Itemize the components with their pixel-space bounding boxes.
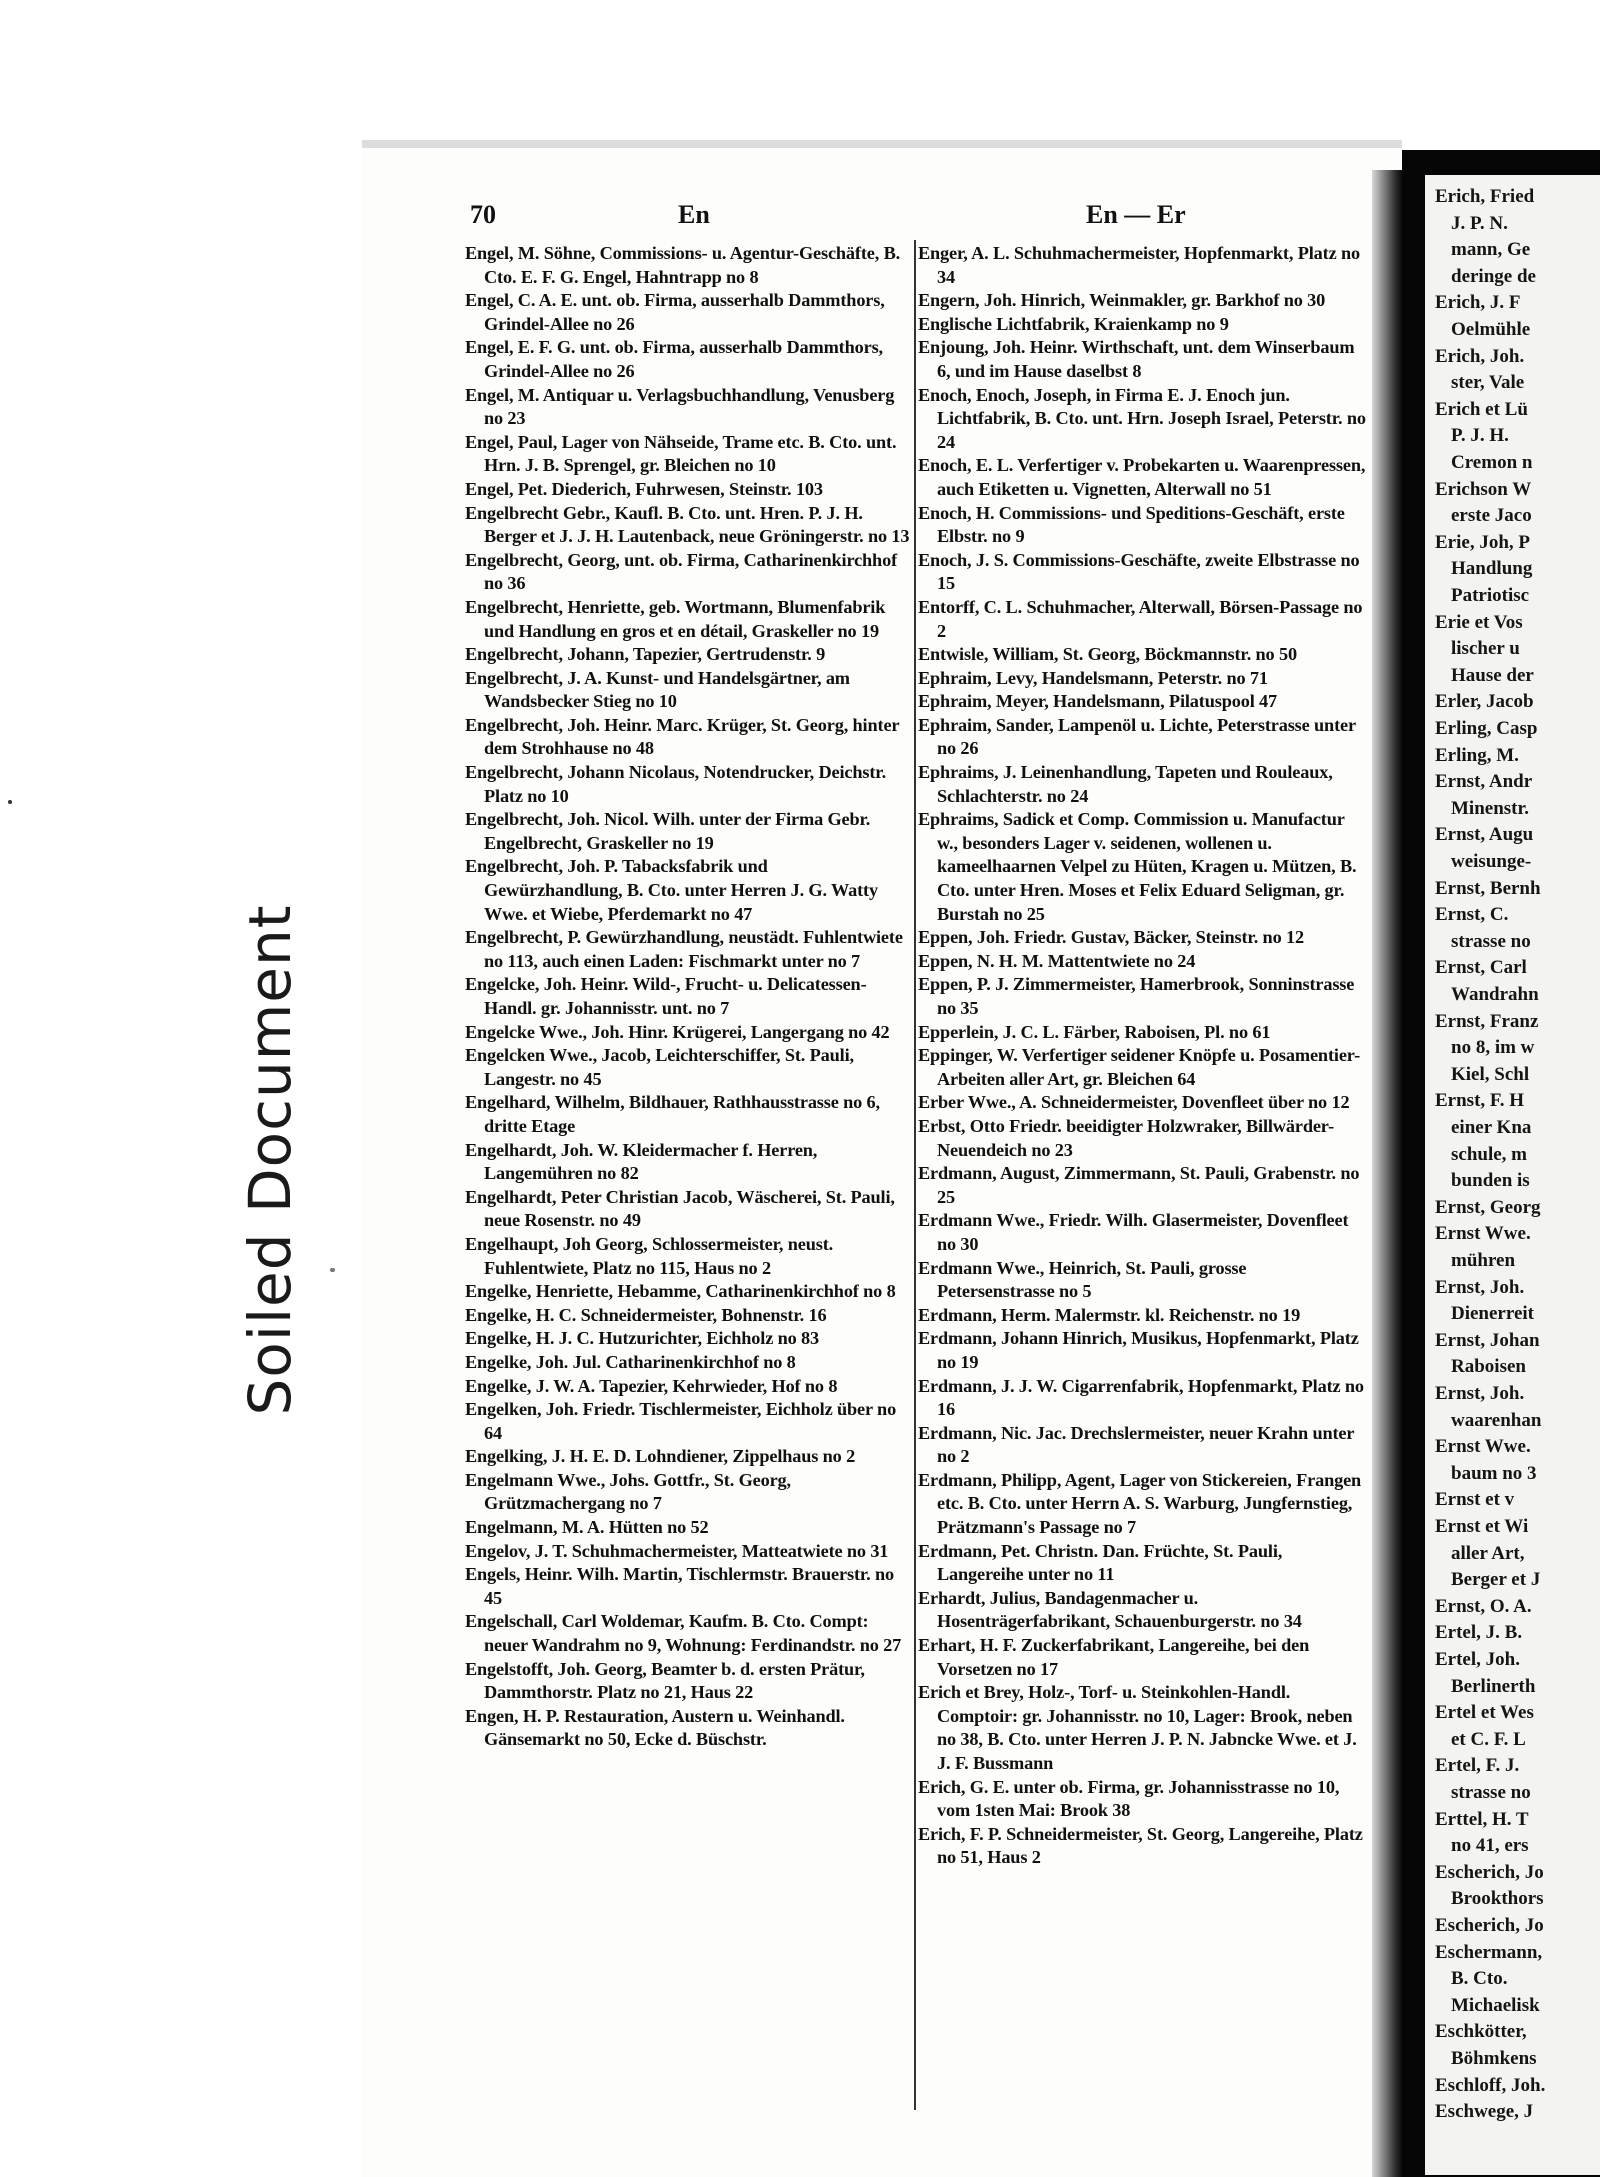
directory-entry: Engelstofft, Joh. Georg, Beamter b. d. ersten Prätur, Dammthorstr. Platz no 21, Haus 22 <box>465 1658 865 1703</box>
adjacent-page-fragment: Ernst, Augu <box>1435 824 1534 846</box>
adjacent-page-fragment: Erich, Fried <box>1435 186 1535 207</box>
directory-entry: Engelke, H. J. C. Hutzurichter, Eichholz no 83 <box>465 1328 819 1349</box>
page-fold-shadow <box>1372 170 1402 2177</box>
directory-entry: Enoch, J. S. Commissions-Geschäfte, zweite Elbstrasse no 15 <box>918 549 1360 594</box>
directory-entry: Engelke, Henriette, Hebamme, Catharinenkirchhof no 8 <box>465 1281 896 1302</box>
adjacent-page-fragment: et C. F. L <box>1451 1728 1526 1750</box>
adjacent-page-fragment: Patriotisc <box>1451 585 1530 606</box>
directory-entry: Engelke, H. C. Schneidermeister, Bohnenstr. 16 <box>465 1304 827 1325</box>
adjacent-page-fragment: Handlung <box>1451 558 1533 580</box>
adjacent-page-fragment: Eschermann, <box>1435 1941 1543 1963</box>
directory-entry: Entorff, C. L. Schuhmacher, Alterwall, Börsen-Passage no 2 <box>918 596 1363 641</box>
adjacent-page-fragment: strasse no <box>1451 1782 1531 1803</box>
adjacent-page-fragment: Böhmkens <box>1451 2048 1537 2069</box>
directory-entry: Enoch, Enoch, Joseph, in Firma E. J. Enoch jun. Lichtfabrik, B. Cto. unt. Hrn. Joseph Israel, Peterstr. no 24 <box>918 384 1366 452</box>
adjacent-page-fragment: Ernst et Wi <box>1435 1516 1529 1537</box>
directory-entry: Eppen, N. H. M. Mattentwiete no 24 <box>918 950 1196 971</box>
adjacent-page-fragment: Minenstr. <box>1451 797 1529 819</box>
directory-entry: Engelcke, Joh. Heinr. Wild-, Frucht- u. Delicatessen-Handl. gr. Johannisstr. unt. no 7 <box>465 974 867 1018</box>
adjacent-page-fragment: baum no 3 <box>1451 1462 1537 1484</box>
directory-entry: Erdmann, J. J. W. Cigarrenfabrik, Hopfenmarkt, Platz no 16 <box>918 1375 1364 1420</box>
column-divider <box>914 240 916 2110</box>
directory-entry: Erber Wwe., A. Schneidermeister, Dovenfleet über no 12 <box>918 1092 1350 1113</box>
adjacent-page-fragment: mühren <box>1451 1250 1516 1271</box>
directory-entry: Erdmann, Philipp, Agent, Lager von Stickereien, Frangen etc. B. Cto. unter Herrn A. S. Warburg, Jungfernstieg, Prätzmann's Passage no 7 <box>918 1469 1362 1538</box>
directory-entry: Engern, Joh. Hinrich, Weinmakler, gr. Barkhof no 30 <box>918 290 1326 311</box>
directory-entry: Engelmann Wwe., Johs. Gottfr., St. Georg, Grützmachergang no 7 <box>465 1469 791 1514</box>
adjacent-page-fragment: Erichson W <box>1435 478 1532 500</box>
adjacent-page-fragment: Cremon n <box>1451 452 1533 473</box>
adjacent-page-fragment: Ernst, Joh. <box>1435 1276 1525 1298</box>
directory-entry: Ephraims, Sadick et Comp. Commission u. Manufactur w., besonders Lager v. seidenen, wollenen u. kameelhaarnen Velpel zu Hüten, Kragen u. Mützen, B. Cto. unter Hren. Moses et Felix Eduard Seligman, gr. Burstah no 25 <box>918 809 1357 924</box>
adjacent-page-fragment: Ertel et Wes <box>1435 1702 1534 1724</box>
directory-entry: Eppinger, W. Verfertiger seidener Knöpfe u. Posamentier-Arbeiten aller Art, gr. Bleichen 64 <box>918 1045 1361 1089</box>
adjacent-page-fragment: bunden is <box>1451 1170 1530 1192</box>
scan-speck <box>330 1268 335 1272</box>
directory-entry: Erich, F. P. Schneidermeister, St. Georg, Langereihe, Platz no 51, Haus 2 <box>918 1823 1363 1868</box>
adjacent-page-fragment: Erich, J. F <box>1435 292 1521 314</box>
adjacent-page-fragment: Ernst Wwe. <box>1435 1223 1531 1245</box>
page-number: 70 <box>470 200 496 229</box>
left-column <box>465 242 910 1752</box>
directory-entry: Engelbrecht, J. A. Kunst- und Handelsgärtner, am Wandsbecker Stieg no 10 <box>465 667 850 712</box>
directory-entry: Erich, G. E. unter ob. Firma, gr. Johannisstrasse no 10, vom 1sten Mai: Brook 38 <box>918 1776 1340 1821</box>
directory-entry: Erdmann, Nic. Jac. Drechslermeister, neuer Krahn unter no 2 <box>918 1422 1355 1467</box>
adjacent-page-fragment: B. Cto. <box>1451 1968 1508 1990</box>
directory-entry: Erdmann Wwe., Heinrich, St. Pauli, grosse Petersenstrasse no 5 <box>918 1257 1247 1302</box>
adjacent-page-fragment: Ernst, Andr <box>1435 771 1533 793</box>
adjacent-page-fragment: Ernst et v <box>1435 1489 1515 1511</box>
directory-entry: Engelbrecht Gebr., Kaufl. B. Cto. unt. Hren. P. J. H. Berger et J. J. H. Lautenback, neue Gröningerstr. no 13 <box>465 502 910 547</box>
directory-entry: Engelking, J. H. E. D. Lohndiener, Zippelhaus no 2 <box>465 1446 856 1467</box>
adjacent-page-fragment: Ernst, Johan <box>1435 1329 1540 1351</box>
adjacent-page-fragment: Oelmühle <box>1451 319 1531 340</box>
directory-entry: Engelcke Wwe., Joh. Hinr. Krügerei, Langergang no 42 <box>465 1021 890 1042</box>
adjacent-page-fragment: aller Art, <box>1451 1542 1525 1564</box>
directory-entry: Engel, E. F. G. unt. ob. Firma, ausserhalb Dammthors, Grindel-Allee no 26 <box>465 337 883 381</box>
adjacent-page-fragment: Erling, Casp <box>1435 718 1538 739</box>
adjacent-page-fragment: mann, Ge <box>1451 239 1531 261</box>
directory-entry: Englische Lichtfabrik, Kraienkamp no 9 <box>918 313 1229 334</box>
adjacent-page <box>1425 175 1600 2175</box>
directory-entry: Erdmann, Johann Hinrich, Musikus, Hopfenmarkt, Platz no 19 <box>918 1328 1359 1372</box>
directory-entry: Enoch, E. L. Verfertiger v. Probekarten u. Waarenpressen, auch Etiketten u. Vignetten, Alterwall no 51 <box>918 455 1366 499</box>
directory-entry: Enoch, H. Commissions- und Speditions-Geschäft, erste Elbstr. no 9 <box>918 502 1345 547</box>
directory-entry: Ephraim, Sander, Lampenöl u. Lichte, Peterstrasse unter no 26 <box>918 714 1356 759</box>
directory-entry: Enjoung, Joh. Heinr. Wirthschaft, unt. dem Winserbaum 6, und im Hause daselbst 8 <box>918 337 1355 381</box>
directory-entry: Eppen, P. J. Zimmermeister, Hamerbrook, Sonninstrasse no 35 <box>918 974 1355 1018</box>
adjacent-page-fragment: Ernst, C. <box>1435 904 1509 926</box>
adjacent-page-fragment: P. J. H. <box>1451 425 1509 447</box>
directory-entry: Engelschall, Carl Woldemar, Kaufm. B. Cto. Compt: neuer Wandrahm no 9, Wohnung: Ferdinandstr. no 27 <box>465 1611 902 1656</box>
directory-entry: Erdmann Wwe., Friedr. Wilh. Glasermeister, Dovenfleet no 30 <box>918 1210 1349 1254</box>
directory-entry: Engelbrecht, Joh. Heinr. Marc. Krüger, St. Georg, hinter dem Strohhause no 48 <box>465 714 900 759</box>
adjacent-page-fragment: J. P. N. <box>1451 212 1508 234</box>
directory-entry: Erich et Brey, Holz-, Torf- u. Steinkohlen-Handl. Comptoir: gr. Johannisstr. no 10, Lager: Brook, neben no 38, B. Cto. unter Herren J. P. N. Jabncke Wwe. et J. J. F. Bussmann <box>918 1682 1357 1773</box>
right-column <box>918 242 1368 1870</box>
adjacent-page-fragment: Ertel, J. B. <box>1435 1622 1523 1644</box>
directory-entry: Engelke, J. W. A. Tapezier, Kehrwieder, Hof no 8 <box>465 1375 838 1396</box>
adjacent-page-fragment: Erie et Vos <box>1435 611 1523 633</box>
directory-entry: Entwisle, William, St. Georg, Böckmannstr. no 50 <box>918 644 1297 665</box>
adjacent-page-fragment: Ernst, Joh. <box>1435 1383 1525 1404</box>
directory-entry: Engelhard, Wilhelm, Bildhauer, Rathhausstrasse no 6, dritte Etage <box>465 1092 880 1136</box>
directory-entry: Engelbrecht, Johann, Tapezier, Gertrudenstr. 9 <box>465 644 826 665</box>
adjacent-page-fragment: waarenhan <box>1451 1409 1542 1431</box>
running-head-right: En — Er <box>1086 200 1186 229</box>
adjacent-page-fragment: schule, m <box>1451 1143 1527 1165</box>
adjacent-page-fragment: no 8, im w <box>1451 1037 1535 1059</box>
adjacent-page-fragment: Berger et J <box>1451 1569 1541 1591</box>
directory-entry: Engelcken Wwe., Jacob, Leichterschiffer, St. Pauli, Langestr. no 45 <box>465 1045 854 1089</box>
adjacent-page-fragment: ster, Vale <box>1451 372 1525 394</box>
directory-entry: Engel, C. A. E. unt. ob. Firma, ausserhalb Dammthors, Grindel-Allee no 26 <box>465 290 885 334</box>
directory-entry: Epperlein, J. C. L. Färber, Raboisen, Pl. no 61 <box>918 1021 1271 1042</box>
directory-entry: Engelbrecht, Johann Nicolaus, Notendrucker, Deichstr. Platz no 10 <box>465 762 887 806</box>
directory-entry: Ephraims, J. Leinenhandlung, Tapeten und Rouleaux, Schlachterstr. no 24 <box>918 762 1333 806</box>
adjacent-page-fragment: Erler, Jacob <box>1435 691 1534 713</box>
directory-entry: Engel, M. Antiquar u. Verlagsbuchhandlung, Venusberg no 23 <box>465 384 895 429</box>
directory-entry: Engen, H. P. Restauration, Austern u. Weinhandl. Gänsemarkt no 50, Ecke d. Büschstr. <box>465 1705 845 1750</box>
directory-entry: Erbst, Otto Friedr. beeidigter Holzwraker, Billwärder-Neuendeich no 23 <box>918 1115 1335 1160</box>
adjacent-page-fragment: weisunge- <box>1451 851 1532 872</box>
adjacent-page-fragment: Wandrahn <box>1451 984 1539 1005</box>
adjacent-page-fragment: Berlinerth <box>1451 1675 1536 1697</box>
adjacent-page-fragment: Eschloff, Joh. <box>1435 2074 1546 2096</box>
soiled-document-label: Soiled Document <box>236 904 304 1416</box>
directory-entry: Engelbrecht, Joh. P. Tabacksfabrik und Gewürzhandlung, B. Cto. unter Herren J. G. Watty Wwe. et Wiebe, Pferdemarkt no 47 <box>465 856 878 924</box>
adjacent-page-fragment: strasse no <box>1451 930 1531 952</box>
adjacent-page-fragment: Erich et Lü <box>1435 398 1528 420</box>
directory-entry: Erdmann, Herm. Malermstr. kl. Reichenstr. no 19 <box>918 1304 1301 1325</box>
directory-entry: Engelbrecht, Henriette, geb. Wortmann, Blumenfabrik und Handlung en gros et en détail, Graskeller no 19 <box>465 596 886 641</box>
directory-entry: Erdmann, August, Zimmermann, St. Pauli, Grabenstr. no 25 <box>918 1163 1360 1207</box>
adjacent-page-fragment: Ernst, Carl <box>1435 957 1527 979</box>
adjacent-page-fragment: no 41, ers <box>1451 1835 1529 1857</box>
adjacent-page-fragment: Eschkötter, <box>1435 2021 1527 2043</box>
directory-entry: Enger, A. L. Schuhmachermeister, Hopfenmarkt, Platz no 34 <box>918 243 1360 287</box>
adjacent-page-fragment: Ernst, Bernh <box>1435 877 1541 899</box>
directory-entry: Erhart, H. F. Zuckerfabrikant, Langereihe, bei den Vorsetzen no 17 <box>918 1635 1310 1679</box>
adjacent-page-fragment: Kiel, Schl <box>1451 1063 1530 1085</box>
directory-entry: Engelhardt, Joh. W. Kleidermacher f. Herren, Langemühren no 82 <box>465 1139 818 1184</box>
directory-entry: Engel, Paul, Lager von Nähseide, Trame etc. B. Cto. unt. Hrn. J. B. Sprengel, gr. Bleichen no 10 <box>465 431 897 476</box>
directory-entry: Eppen, Joh. Friedr. Gustav, Bäcker, Steinstr. no 12 <box>918 927 1304 948</box>
directory-entry: Engelken, Joh. Friedr. Tischlermeister, Eichholz über no 64 <box>465 1399 897 1443</box>
adjacent-page-fragment: Erling, M. <box>1435 744 1519 766</box>
directory-entry: Erdmann, Pet. Christn. Dan. Früchte, St. Pauli, Langereihe unter no 11 <box>918 1540 1283 1585</box>
adjacent-page-fragment: Ertel, F. J. <box>1435 1755 1520 1777</box>
adjacent-page-fragment: Escherich, Jo <box>1435 1915 1544 1936</box>
adjacent-page-fragment: deringe de <box>1451 265 1536 287</box>
adjacent-page-fragment: Brookthors <box>1451 1888 1544 1910</box>
adjacent-page-fragment: Ernst, O. A. <box>1435 1595 1532 1617</box>
directory-entry: Erhardt, Julius, Bandagenmacher u. Hosenträgerfabrikant, Schauenburgerstr. no 34 <box>918 1587 1302 1632</box>
adjacent-page-fragment: erste Jaco <box>1451 505 1532 527</box>
adjacent-page-fragment: Ertel, Joh. <box>1435 1649 1520 1670</box>
directory-entry: Engelke, Joh. Jul. Catharinenkirchhof no 8 <box>465 1351 796 1372</box>
adjacent-page-fragment: Erich, Joh. <box>1435 345 1525 367</box>
adjacent-page-fragment: Erie, Joh, P <box>1435 531 1530 553</box>
directory-entry: Engelov, J. T. Schuhmachermeister, Matteatwiete no 31 <box>465 1540 889 1561</box>
adjacent-page-fragment: Erttel, H. T <box>1435 1808 1529 1830</box>
adjacent-page-fragment: Dienerreit <box>1451 1303 1534 1325</box>
adjacent-page-fragment: Raboisen <box>1451 1356 1526 1378</box>
directory-entry: Engelbrecht, Georg, unt. ob. Firma, Catharinenkirchhof no 36 <box>465 549 898 594</box>
directory-entry: Engelhaupt, Joh Georg, Schlossermeister, neust. Fuhlentwiete, Platz no 115, Haus no 2 <box>465 1233 834 1278</box>
adjacent-page-fragment: Escherich, Jo <box>1435 1861 1544 1883</box>
adjacent-page-fragment: Ernst Wwe. <box>1435 1436 1531 1458</box>
directory-entry: Engel, Pet. Diederich, Fuhrwesen, Steinstr. 103 <box>465 478 823 499</box>
adjacent-page-fragment: Michaelisk <box>1451 1994 1540 2016</box>
adjacent-page-fragment: einer Kna <box>1451 1117 1532 1138</box>
directory-entry: Engelhardt, Peter Christian Jacob, Wäscherei, St. Pauli, neue Rosenstr. no 49 <box>465 1186 895 1231</box>
adjacent-page-fragment: Ernst, Georg <box>1435 1196 1541 1218</box>
running-head-left: En <box>678 200 710 229</box>
adjacent-page-fragment: Hause der <box>1451 664 1534 686</box>
adjacent-page-fragment: lischer u <box>1451 638 1520 660</box>
adjacent-page-fragment: Ernst, F. H <box>1435 1090 1525 1112</box>
directory-entry: Engels, Heinr. Wilh. Martin, Tischlermstr. Brauerstr. no 45 <box>465 1564 895 1608</box>
directory-entry: Ephraim, Levy, Handelsmann, Peterstr. no 71 <box>918 667 1268 688</box>
directory-entry: Engelbrecht, Joh. Nicol. Wilh. unter der Firma Gebr. Engelbrecht, Graskeller no 19 <box>465 809 871 853</box>
directory-entry: Ephraim, Meyer, Handelsmann, Pilatuspool 47 <box>918 691 1278 712</box>
directory-entry: Engelmann, M. A. Hütten no 52 <box>465 1517 709 1538</box>
directory-entry: Engel, M. Söhne, Commissions- u. Agentur-Geschäfte, B. Cto. E. F. G. Engel, Hahntrapp no 8 <box>465 243 901 287</box>
scan-speck <box>8 800 12 804</box>
adjacent-page-fragment: Eschwege, J <box>1435 2101 1534 2123</box>
directory-entry: Engelbrecht, P. Gewürzhandlung, neustädt. Fuhlentwiete no 113, auch einen Laden: Fischmarkt unter no 7 <box>465 927 903 971</box>
adjacent-page-fragment: Ernst, Franz <box>1435 1010 1539 1032</box>
